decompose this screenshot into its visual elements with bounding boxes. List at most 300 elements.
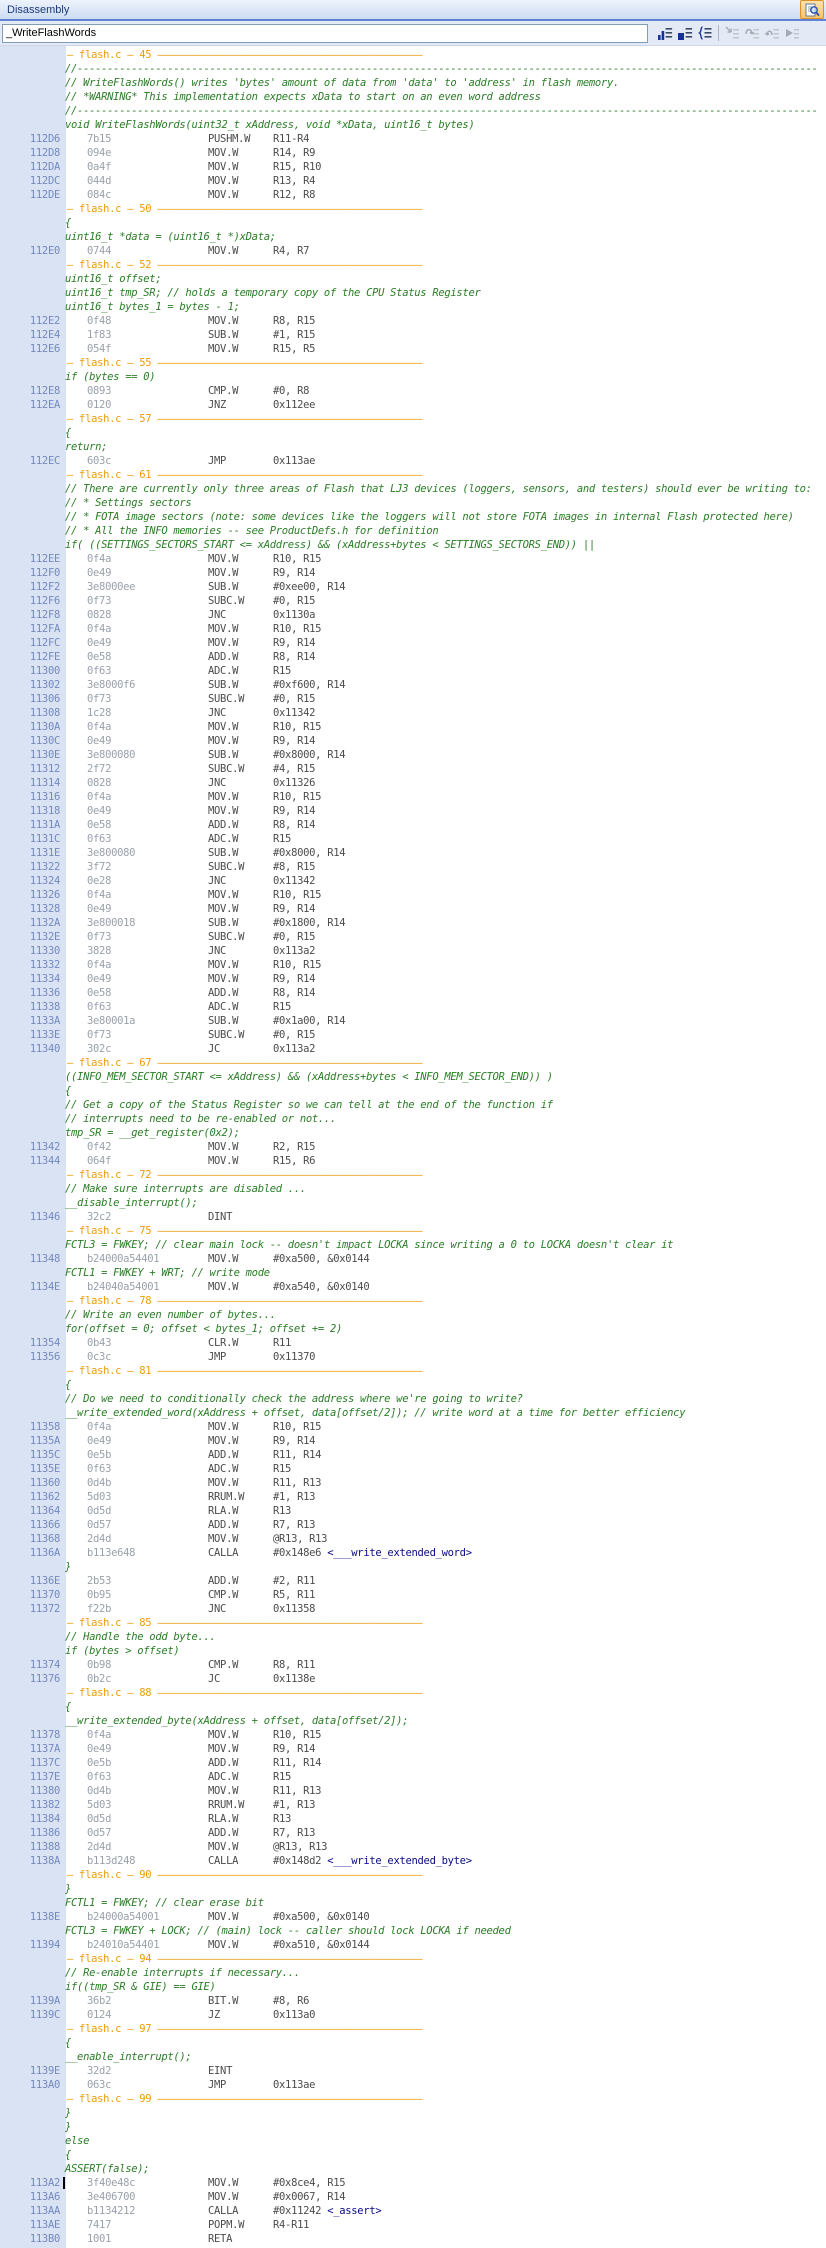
operands: R13, R4: [273, 175, 316, 187]
mnemonic: MOV.W: [208, 721, 239, 733]
opcode-bytes: 0f63: [87, 1771, 112, 1783]
source-text: FCTL1 = FWKEY + WRT; // write mode: [65, 1267, 270, 1279]
mnemonic: POPM.W: [208, 2219, 245, 2231]
asm-line[interactable]: [0, 1742, 826, 1756]
address-label: 11358: [29, 1421, 60, 1433]
asm-line[interactable]: [0, 1826, 826, 1840]
asm-line[interactable]: [0, 2078, 826, 2092]
operands: R4-R11: [273, 2219, 310, 2231]
asm-line[interactable]: [0, 818, 826, 832]
mnemonic: ADC.W: [208, 1771, 239, 1783]
asm-line[interactable]: [0, 2204, 826, 2218]
source-text: // WriteFlashWords() writes 'bytes' amount of data from 'data' to 'address' in flash memory.: [65, 77, 619, 89]
asm-line[interactable]: [0, 888, 826, 902]
mnemonic: ADD.W: [208, 1449, 239, 1461]
asm-line[interactable]: [0, 1546, 826, 1560]
asm-line[interactable]: [0, 1476, 826, 1490]
opcode-bytes: 0a4f: [87, 161, 112, 173]
mnemonic: MOV.W: [208, 805, 239, 817]
source-line[interactable]: [0, 2148, 826, 2162]
asm-line[interactable]: [0, 2190, 826, 2204]
operands: #2, R11: [273, 1575, 316, 1587]
asm-line[interactable]: [0, 930, 826, 944]
asm-line[interactable]: [0, 342, 826, 356]
operands: R11, R13: [273, 1477, 322, 1489]
opcode-bytes: 3e8000ee: [87, 581, 136, 593]
opcode-bytes: 2b53: [87, 1575, 112, 1587]
opcode-bytes: 063c: [87, 2079, 112, 2091]
mnemonic: JNC: [208, 875, 227, 887]
asm-line[interactable]: [0, 1784, 826, 1798]
asm-line[interactable]: [0, 916, 826, 930]
address-label: 112DC: [29, 175, 60, 187]
address-label: 11312: [29, 763, 60, 775]
source-text: {: [65, 217, 72, 229]
operands: #0, R15: [273, 595, 316, 607]
source-line[interactable]: [0, 76, 826, 90]
source-file-separator: [0, 258, 826, 272]
source-line[interactable]: [0, 272, 826, 286]
asm-line[interactable]: [0, 650, 826, 664]
address-label: 11394: [29, 1939, 60, 1951]
operands: 0x1138e: [273, 1673, 316, 1685]
operands: 0x1130a: [273, 609, 316, 621]
asm-line[interactable]: [0, 384, 826, 398]
address-label: 11338: [29, 1001, 60, 1013]
asm-line[interactable]: [0, 2176, 826, 2190]
asm-line[interactable]: [0, 1028, 826, 1042]
asm-line[interactable]: [0, 986, 826, 1000]
address-label: 112FE: [29, 651, 60, 663]
mnemonic: MOV.W: [208, 959, 239, 971]
source-line[interactable]: [0, 538, 826, 552]
mnemonic: SUB.W: [208, 749, 239, 761]
address-label: 1139A: [29, 1995, 60, 2007]
asm-line[interactable]: [0, 160, 826, 174]
asm-line[interactable]: [0, 398, 826, 412]
mnemonic: MOV.W: [208, 147, 239, 159]
separator-label: — flash.c — 75 ————————————————————————————————————————————: [67, 1225, 423, 1237]
address-label: 112FA: [29, 623, 60, 635]
source-text: uint16_t tmp_SR; // holds a temporary copy of the CPU Status Register: [65, 287, 481, 299]
source-text: __enable_interrupt();: [65, 2051, 192, 2063]
mnemonic: SUBC.W: [208, 1029, 245, 1041]
source-line[interactable]: [0, 2162, 826, 2176]
opcode-bytes: b24000a54001: [87, 1911, 160, 1923]
mixed-mode-bars-icon[interactable]: [655, 24, 675, 42]
source-line[interactable]: [0, 1644, 826, 1658]
asm-line[interactable]: [0, 1000, 826, 1014]
asm-line[interactable]: [0, 1602, 826, 1616]
source-line[interactable]: [0, 1714, 826, 1728]
source-line[interactable]: [0, 1308, 826, 1322]
mnemonic: SUB.W: [208, 581, 239, 593]
source-line[interactable]: [0, 1896, 826, 1910]
asm-line[interactable]: [0, 1658, 826, 1672]
source-line[interactable]: [0, 524, 826, 538]
source-text: ((INFO_MEM_SECTOR_START <= xAddress) && (xAddress+bytes < INFO_MEM_SECTOR_END)) ): [65, 1071, 553, 1083]
mnemonic: MOV.W: [208, 973, 239, 985]
address-label: 11356: [29, 1351, 60, 1363]
source-line[interactable]: [0, 1924, 826, 1938]
source-line[interactable]: [0, 1700, 826, 1714]
opcode-bytes: 0f63: [87, 1001, 112, 1013]
opcode-bytes: 5d03: [87, 1799, 112, 1811]
opcode-bytes: 0c3c: [87, 1351, 112, 1363]
asm-line[interactable]: [0, 860, 826, 874]
address-label: 1138E: [29, 1911, 60, 1923]
source-line[interactable]: [0, 1966, 826, 1980]
source-line[interactable]: [0, 286, 826, 300]
asm-line[interactable]: [0, 748, 826, 762]
opcode-bytes: 5d03: [87, 1491, 112, 1503]
source-line[interactable]: [0, 440, 826, 454]
source-file-separator: [0, 1056, 826, 1070]
asm-line[interactable]: [0, 790, 826, 804]
asm-line[interactable]: [0, 874, 826, 888]
asm-line[interactable]: [0, 1420, 826, 1434]
asm-line[interactable]: [0, 1490, 826, 1504]
asm-line[interactable]: [0, 1840, 826, 1854]
asm-line[interactable]: [0, 958, 826, 972]
operands: R9, R14: [273, 1435, 316, 1447]
source-line[interactable]: [0, 2120, 826, 2134]
asm-line[interactable]: [0, 1280, 826, 1294]
asm-line[interactable]: [0, 664, 826, 678]
asm-line[interactable]: [0, 678, 826, 692]
asm-line[interactable]: [0, 692, 826, 706]
source-line[interactable]: [0, 62, 826, 76]
opcode-bytes: 0f73: [87, 693, 112, 705]
opcode-bytes: 3e80001a: [87, 1015, 136, 1027]
asm-line[interactable]: [0, 1910, 826, 1924]
source-line[interactable]: [0, 1560, 826, 1574]
source-text: // Handle the odd byte...: [65, 1631, 216, 1643]
asm-line[interactable]: [0, 1140, 826, 1154]
address-label: 1132E: [29, 931, 60, 943]
opcode-bytes: 3828: [87, 945, 112, 957]
asm-line[interactable]: [0, 1014, 826, 1028]
source-file-separator: [0, 1168, 826, 1182]
asm-line[interactable]: [0, 706, 826, 720]
asm-line[interactable]: [0, 2008, 826, 2022]
asm-line[interactable]: [0, 1252, 826, 1266]
opcode-bytes: 3e800080: [87, 847, 136, 859]
mnemonic: MOV.W: [208, 1435, 239, 1447]
address-label: 112DE: [29, 189, 60, 201]
asm-line[interactable]: [0, 1728, 826, 1742]
opcode-bytes: 0e49: [87, 805, 112, 817]
address-label: 1134E: [29, 1281, 60, 1293]
source-line[interactable]: [0, 2134, 826, 2148]
source-line[interactable]: [0, 2050, 826, 2064]
mnemonic: CMP.W: [208, 385, 239, 397]
asm-line[interactable]: [0, 314, 826, 328]
asm-line[interactable]: [0, 454, 826, 468]
asm-line[interactable]: [0, 174, 826, 188]
asm-line[interactable]: [0, 1770, 826, 1784]
address-label: 1131C: [29, 833, 60, 845]
source-line[interactable]: [0, 426, 826, 440]
source-line[interactable]: [0, 2106, 826, 2120]
source-line[interactable]: [0, 118, 826, 132]
source-line[interactable]: [0, 1406, 826, 1420]
asm-line[interactable]: [0, 244, 826, 258]
asm-line[interactable]: [0, 1434, 826, 1448]
opcode-bytes: 0e58: [87, 651, 112, 663]
opcode-bytes: 0f4a: [87, 889, 112, 901]
asm-line[interactable]: [0, 1350, 826, 1364]
source-line[interactable]: [0, 1322, 826, 1336]
opcode-bytes: 3e8000f6: [87, 679, 136, 691]
opcode-bytes: 0e49: [87, 637, 112, 649]
asm-line[interactable]: [0, 2064, 826, 2078]
address-label: 11332: [29, 959, 60, 971]
source-line[interactable]: [0, 1112, 826, 1126]
separator-label: — flash.c — 50 ————————————————————————————————————————————: [67, 203, 423, 215]
mnemonic: MOV.W: [208, 1421, 239, 1433]
address-label: 1132A: [29, 917, 60, 929]
source-line[interactable]: [0, 2036, 826, 2050]
mnemonic: MOV.W: [208, 1785, 239, 1797]
operands: 0x113ae: [273, 455, 316, 467]
opcode-bytes: 0f4a: [87, 553, 112, 565]
address-label: 11382: [29, 1799, 60, 1811]
asm-line[interactable]: [0, 580, 826, 594]
asm-line[interactable]: [0, 566, 826, 580]
asm-line[interactable]: [0, 1504, 826, 1518]
source-text: // * FOTA image sectors (note: some devices like the loggers will not store FOTA images in internal Flash protected here): [65, 511, 794, 523]
opcode-bytes: 0120: [87, 399, 112, 411]
source-line[interactable]: [0, 1882, 826, 1896]
source-text: {: [65, 2149, 72, 2161]
address-label: 11314: [29, 777, 60, 789]
separator-label: — flash.c — 55 ————————————————————————————————————————————: [67, 357, 423, 369]
source-text: //---------------------------------------------------------------------------------------------------------------------------: [65, 105, 818, 117]
source-line[interactable]: [0, 104, 826, 118]
asm-line[interactable]: [0, 1854, 826, 1868]
asm-line[interactable]: [0, 132, 826, 146]
opcode-bytes: 0f73: [87, 1029, 112, 1041]
mnemonic: JNZ: [208, 399, 227, 411]
opcode-bytes: 3f40e48c: [87, 2177, 136, 2189]
asm-line[interactable]: [0, 1518, 826, 1532]
asm-line[interactable]: [0, 832, 826, 846]
address-label: 11328: [29, 903, 60, 915]
mnemonic: CALLA: [208, 1855, 239, 1867]
operands: R10, R15: [273, 791, 322, 803]
asm-line[interactable]: [0, 188, 826, 202]
opcode-bytes: b1134212: [87, 2205, 136, 2217]
asm-line[interactable]: [0, 328, 826, 342]
opcode-bytes: 2d4d: [87, 1841, 112, 1853]
asm-line[interactable]: [0, 608, 826, 622]
asm-line[interactable]: [0, 972, 826, 986]
asm-line[interactable]: [0, 146, 826, 160]
asm-line[interactable]: [0, 1448, 826, 1462]
source-line[interactable]: [0, 1378, 826, 1392]
source-line[interactable]: [0, 1266, 826, 1280]
operands: R9, R14: [273, 1743, 316, 1755]
operands: R10, R15: [273, 553, 322, 565]
mnemonic: MOV.W: [208, 1729, 239, 1741]
source-line[interactable]: [0, 1238, 826, 1252]
source-line[interactable]: [0, 1392, 826, 1406]
asm-line[interactable]: [0, 1154, 826, 1168]
opcode-bytes: 0f63: [87, 1463, 112, 1475]
mnemonic: MOV.W: [208, 735, 239, 747]
mnemonic: SUB.W: [208, 847, 239, 859]
opcode-bytes: 0124: [87, 2009, 112, 2021]
asm-line[interactable]: [0, 944, 826, 958]
mnemonic: JC: [208, 1043, 221, 1055]
mnemonic: MOV.W: [208, 1477, 239, 1489]
asm-line[interactable]: [0, 1532, 826, 1546]
opcode-bytes: 0b95: [87, 1589, 112, 1601]
mnemonic: CMP.W: [208, 1659, 239, 1671]
operands: R8, R14: [273, 651, 316, 663]
opcode-bytes: b24000a54401: [87, 1253, 160, 1265]
asm-line[interactable]: [0, 1756, 826, 1770]
mnemonic: RETA: [208, 2233, 233, 2245]
source-line[interactable]: [0, 1196, 826, 1210]
operands: #0x1a00, R14: [273, 1015, 346, 1027]
asm-line[interactable]: [0, 552, 826, 566]
operands: #0xa500, &0x0140: [273, 1911, 370, 1923]
mnemonic: SUB.W: [208, 679, 239, 691]
asm-line[interactable]: [0, 762, 826, 776]
source-line[interactable]: [0, 1182, 826, 1196]
source-line[interactable]: [0, 1630, 826, 1644]
asm-line[interactable]: [0, 734, 826, 748]
source-line[interactable]: [0, 1070, 826, 1084]
asm-line[interactable]: [0, 1798, 826, 1812]
mnemonic: ADD.W: [208, 1519, 239, 1531]
asm-line[interactable]: [0, 594, 826, 608]
source-line[interactable]: [0, 216, 826, 230]
operands: 0x113a2: [273, 1043, 316, 1055]
operands: R8, R11: [273, 1659, 316, 1671]
find-in-disassembly-icon[interactable]: [800, 0, 824, 19]
asm-line[interactable]: [0, 1462, 826, 1476]
address-label: 112F0: [29, 567, 60, 579]
mnemonic: ADC.W: [208, 665, 239, 677]
asm-line[interactable]: [0, 1672, 826, 1686]
source-file-separator: [0, 412, 826, 426]
asm-line[interactable]: [0, 622, 826, 636]
mnemonic: MOV.W: [208, 903, 239, 915]
mnemonic: BIT.W: [208, 1995, 239, 2007]
opcode-bytes: 0f4a: [87, 623, 112, 635]
asm-line[interactable]: [0, 804, 826, 818]
address-label: 112F8: [29, 609, 60, 621]
source-line[interactable]: [0, 1098, 826, 1112]
source-line[interactable]: [0, 300, 826, 314]
separator-label: — flash.c — 94 ————————————————————————————————————————————: [67, 1953, 423, 1965]
separator-label: — flash.c — 78 ————————————————————————————————————————————: [67, 1295, 423, 1307]
step-out-icon: [762, 24, 782, 42]
asm-line[interactable]: [0, 2218, 826, 2232]
opcode-bytes: 36b2: [87, 1995, 112, 2007]
asm-line[interactable]: [0, 1042, 826, 1056]
opcode-bytes: 3e406700: [87, 2191, 136, 2203]
address-label: 11348: [29, 1253, 60, 1265]
operands: #1, R15: [273, 329, 316, 341]
operands: #8, R15: [273, 861, 316, 873]
source-text: }: [65, 1561, 72, 1573]
operands: 0x11326: [273, 777, 316, 789]
source-line[interactable]: [0, 482, 826, 496]
mixed-mode-block-icon[interactable]: [675, 24, 695, 42]
source-line[interactable]: [0, 230, 826, 244]
source-line[interactable]: [0, 496, 826, 510]
source-text: //---------------------------------------------------------------------------------------------------------------------------: [65, 63, 818, 75]
address-label: 1137A: [29, 1743, 60, 1755]
opcode-bytes: 0e58: [87, 987, 112, 999]
asm-line[interactable]: [0, 776, 826, 790]
mnemonic: MOV.W: [208, 1253, 239, 1265]
address-label: 11340: [29, 1043, 60, 1055]
address-label: 112EC: [29, 455, 60, 467]
operands: R10, R15: [273, 889, 322, 901]
opcode-bytes: 0f73: [87, 931, 112, 943]
asm-line[interactable]: [0, 2232, 826, 2246]
braces-source-icon[interactable]: [695, 24, 715, 42]
opcode-bytes: 0d5d: [87, 1505, 112, 1517]
source-file-separator: [0, 1364, 826, 1378]
address-label: 11302: [29, 679, 60, 691]
asm-line[interactable]: [0, 902, 826, 916]
operands: R4, R7: [273, 245, 310, 257]
source-line[interactable]: [0, 1084, 826, 1098]
asm-line[interactable]: [0, 1210, 826, 1224]
operands: #0x148d2: [273, 1855, 328, 1867]
address-label: 112F6: [29, 595, 60, 607]
asm-line[interactable]: [0, 1336, 826, 1350]
source-line[interactable]: [0, 90, 826, 104]
asm-line[interactable]: [0, 846, 826, 860]
operands: R9, R14: [273, 735, 316, 747]
toolbar-separator: [718, 25, 719, 41]
asm-line[interactable]: [0, 1994, 826, 2008]
asm-line[interactable]: [0, 1812, 826, 1826]
mnemonic: JNC: [208, 707, 227, 719]
source-line[interactable]: [0, 1126, 826, 1140]
asm-line[interactable]: [0, 1938, 826, 1952]
address-label: 112E6: [29, 343, 60, 355]
operands: #8, R6: [273, 1995, 310, 2007]
address-label: 11354: [29, 1337, 60, 1349]
source-text: __write_extended_word(xAddress + offset, data[offset/2]); // write word at a time for better efficiency: [65, 1407, 686, 1419]
asm-line[interactable]: [0, 720, 826, 734]
operands: R7, R13: [273, 1519, 316, 1531]
source-line[interactable]: [0, 370, 826, 384]
address-label: 11376: [29, 1673, 60, 1685]
operands: R11, R14: [273, 1449, 322, 1461]
opcode-bytes: 0b43: [87, 1337, 112, 1349]
source-line[interactable]: [0, 1980, 826, 1994]
goto-symbol-input[interactable]: [2, 24, 648, 43]
opcode-bytes: 3e800018: [87, 917, 136, 929]
asm-line[interactable]: [0, 1574, 826, 1588]
operands: R11: [273, 1337, 292, 1349]
address-label: 113B0: [29, 2233, 60, 2245]
asm-line[interactable]: [0, 1588, 826, 1602]
source-line[interactable]: [0, 510, 826, 524]
mnemonic: SUB.W: [208, 1015, 239, 1027]
asm-line[interactable]: [0, 636, 826, 650]
operands: #0xa540, &0x0140: [273, 1281, 370, 1293]
